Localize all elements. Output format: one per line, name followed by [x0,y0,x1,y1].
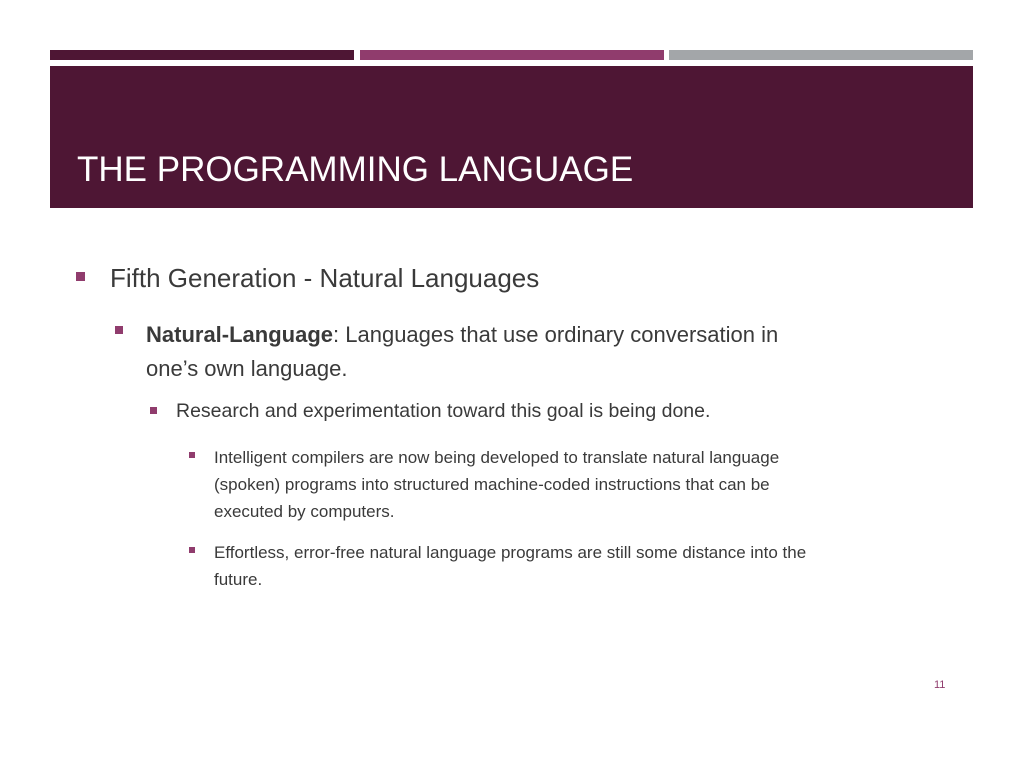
definition-continuation: one’s own language. [146,356,348,381]
bullet-level4-compilers [214,444,779,525]
bullet-marker [150,407,157,414]
page-number: 11 [934,679,946,691]
bullet-level2 [146,318,778,386]
text-line: Intelligent compilers are now being developed to translate natural language [214,448,780,467]
bullet-level3: Research and experimentation toward this goal is being done. [176,400,711,422]
text-line: future. [214,570,263,589]
text-line: (spoken) programs into structured machine-coded instructions that can be [214,475,770,494]
definition-text: : Languages that use ordinary conversation in [333,322,779,347]
bullet-marker [76,272,85,281]
text-line: executed by computers. [214,502,395,521]
bullet-level4-effortless [214,539,806,593]
slide-title: THE PROGRAMMING LANGUAGE [77,150,634,189]
header-stripe-magenta [360,50,664,60]
header-stripe-gray [669,50,973,60]
bullet-marker [189,547,195,553]
bullet-marker [115,326,123,334]
term-natural-language: Natural-Language [146,322,334,347]
title-bar [50,66,973,208]
bullet-level1: Fifth Generation - Natural Languages [110,263,540,293]
header-stripe-dark [50,50,354,60]
bullet-marker [189,452,195,458]
text-line: Effortless, error-free natural language programs are still some distance into the [214,543,807,562]
